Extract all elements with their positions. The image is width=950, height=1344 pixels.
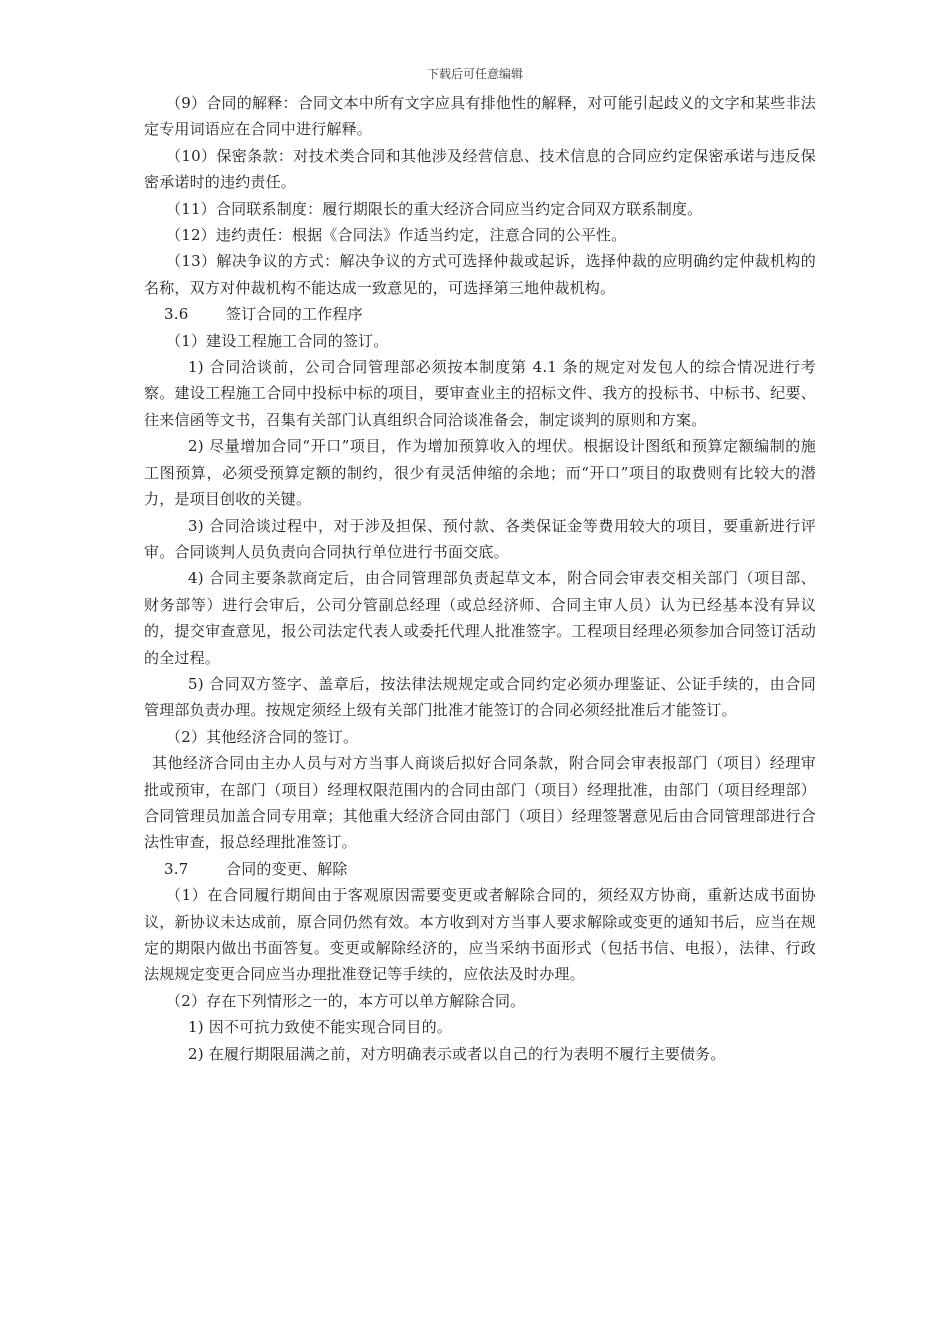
- section-heading-3-6: [144, 301, 816, 327]
- paragraph: 4) 合同主要条款商定后，由合同管理部负责起草文本，附合同会审表交相关部门（项目部、财务部等）进行会审后，公司分管副总经理（或总经济师、合同主审人员）认为已经基本没有异议的，提交审查意见，报公司法定代表人或委托代理人批准签字。工程项目经理必须参加合同签订活动的全过程。: [144, 569, 816, 667]
- paragraph: （10）保密条款：对技术类合同和其他涉及经营信息、技术信息的合同应约定保密承诺与违反保密承诺时的违约责任。: [144, 146, 816, 192]
- paragraph: 3) 合同洽谈过程中，对于涉及担保、预付款、各类保证金等费用较大的项目，要重新进行评审。合同谈判人员负责向合同执行单位进行书面交底。: [144, 516, 816, 561]
- paragraph: （9）合同的解释：合同文本中所有文字应具有排他性的解释，对可能引起歧义的文字和某些非法定专用词语应在合同中进行解释。: [144, 94, 816, 139]
- document-body: [144, 90, 816, 1067]
- page-header: 下载后可任意编辑: [426, 67, 523, 81]
- paragraph: 2) 尽量增加合同“开口”项目，作为增加预算收入的埋伏。根据设计图纸和预算定额编制的施工图预算，必须受预算定额的制约，很少有灵活伸缩的余地；而“开口”项目的取费则有比较大的潜力，是项目创收的关键。: [144, 437, 816, 509]
- paragraph: 1) 因不可抗力致使不能实现合同目的。: [188, 1018, 452, 1037]
- paragraph: 2) 在履行期限届满之前，对方明确表示或者以自己的行为表明不履行主要债务。: [188, 1044, 726, 1063]
- paragraph: （1）在合同履行期间由于客观原因需要变更或者解除合同的，须经双方协商，重新达成书面协议，新协议未达成前，原合同仍然有效。本方收到对方当事人要求解除或变更的通知书后，应当在规定的期限内做出书面答复。变更或解除经济的，应当采纳书面形式（包括书信、电报），法律、行政法规规定变更合同应当办理批准登记等手续的，应依法及时办理。: [144, 886, 816, 984]
- section-title: 签订合同的工作程序: [226, 305, 363, 324]
- paragraph: （12）违约责任：根据《合同法》作适当约定，注意合同的公平性。: [166, 226, 627, 245]
- paragraph: 5) 合同双方签字、盖章后，按法律法规规定或合同约定必须办理鉴证、公证手续的，由合同管理部负责办理。按规定须经上级有关部门批准才能签订的合同必须经批准后才能签订。: [144, 674, 816, 720]
- section-number: 3.6: [164, 305, 189, 324]
- section-heading-3-7: [144, 856, 816, 882]
- paragraph: （1）建设工程施工合同的签订。: [166, 331, 389, 350]
- paragraph: （11）合同联系制度：履行期限长的重大经济合同应当约定合同双方联系制度。: [166, 199, 703, 218]
- paragraph: （2）其他经济合同的签订。: [166, 727, 359, 746]
- paragraph: 1) 合同洽谈前，公司合同管理部必须按本制度第 4.1 条的规定对发包人的综合情况进行考察。建设工程施工合同中投标中标的项目，要审查业主的招标文件、我方的投标书、中标书、纪要、往来信函等文书，召集有关部门认真组织合同洽谈准备会，制定谈判的原则和方案。: [144, 358, 816, 429]
- paragraph: （13）解决争议的方式：解决争议的方式可选择仲裁或起诉，选择仲裁的应明确约定仲裁机构的名称，双方对仲裁机构不能达成一致意见的，可选择第三地仲裁机构。: [144, 252, 816, 297]
- section-title: 合同的变更、解除: [226, 859, 348, 878]
- section-number: 3.7: [164, 859, 189, 878]
- paragraph: 其他经济合同由主办人员与对方当事人商谈后拟好合同条款，附合同会审表报部门（项目）经理审批或预审，在部门（项目）经理权限范围内的合同由部门（项目）经理批准，由部门（项目经理部）合同管理员加盖合同专用章；其他重大经济合同由部门（项目）经理签署意见后由合同管理部进行合法性审查，报总经理批准签订。: [144, 754, 816, 852]
- paragraph: （2）存在下列情形之一的，本方可以单方解除合同。: [166, 991, 526, 1010]
